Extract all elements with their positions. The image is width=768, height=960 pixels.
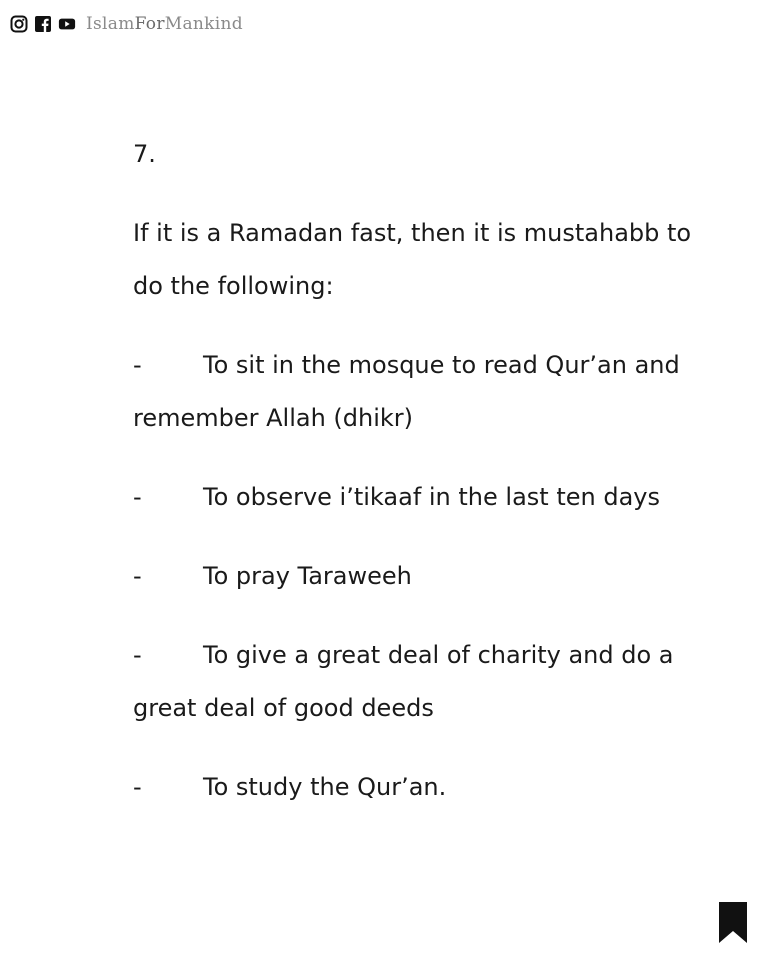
list-item-text: To sit in the mosque to read Qur’an and remember Allah (dhikr) (133, 351, 680, 432)
youtube-icon[interactable] (58, 15, 76, 33)
bookmark-icon[interactable] (719, 902, 747, 943)
list-dash: - (133, 641, 142, 669)
list-item-text: To pray Taraweeh (203, 562, 412, 590)
main-content (133, 128, 693, 840)
list-item (133, 339, 693, 445)
list-item (133, 629, 693, 735)
list-dash: - (133, 483, 142, 511)
list-item (133, 761, 693, 814)
instagram-icon[interactable] (10, 15, 28, 33)
brand-part-for: For (134, 14, 165, 34)
list-item-text: To observe i’tikaaf in the last ten days (203, 483, 660, 511)
list-item-text: To study the Qur’an. (203, 773, 447, 801)
list-dash: - (133, 773, 142, 801)
intro-paragraph: If it is a Ramadan fast, then it is mustahabb to do the following: (133, 219, 692, 300)
list-dash: - (133, 562, 142, 590)
brand-name[interactable] (86, 14, 243, 34)
facebook-icon[interactable] (34, 15, 52, 33)
section-number: 7. (133, 140, 156, 168)
list-item-text: To give a great deal of charity and do a great deal of good deeds (133, 641, 674, 722)
header-bar (10, 12, 243, 36)
brand-part-islam: Islam (86, 14, 135, 34)
brand-part-mankind: Mankind (164, 14, 243, 34)
list-dash: - (133, 351, 142, 379)
list-item (133, 471, 693, 524)
list-item (133, 550, 693, 603)
